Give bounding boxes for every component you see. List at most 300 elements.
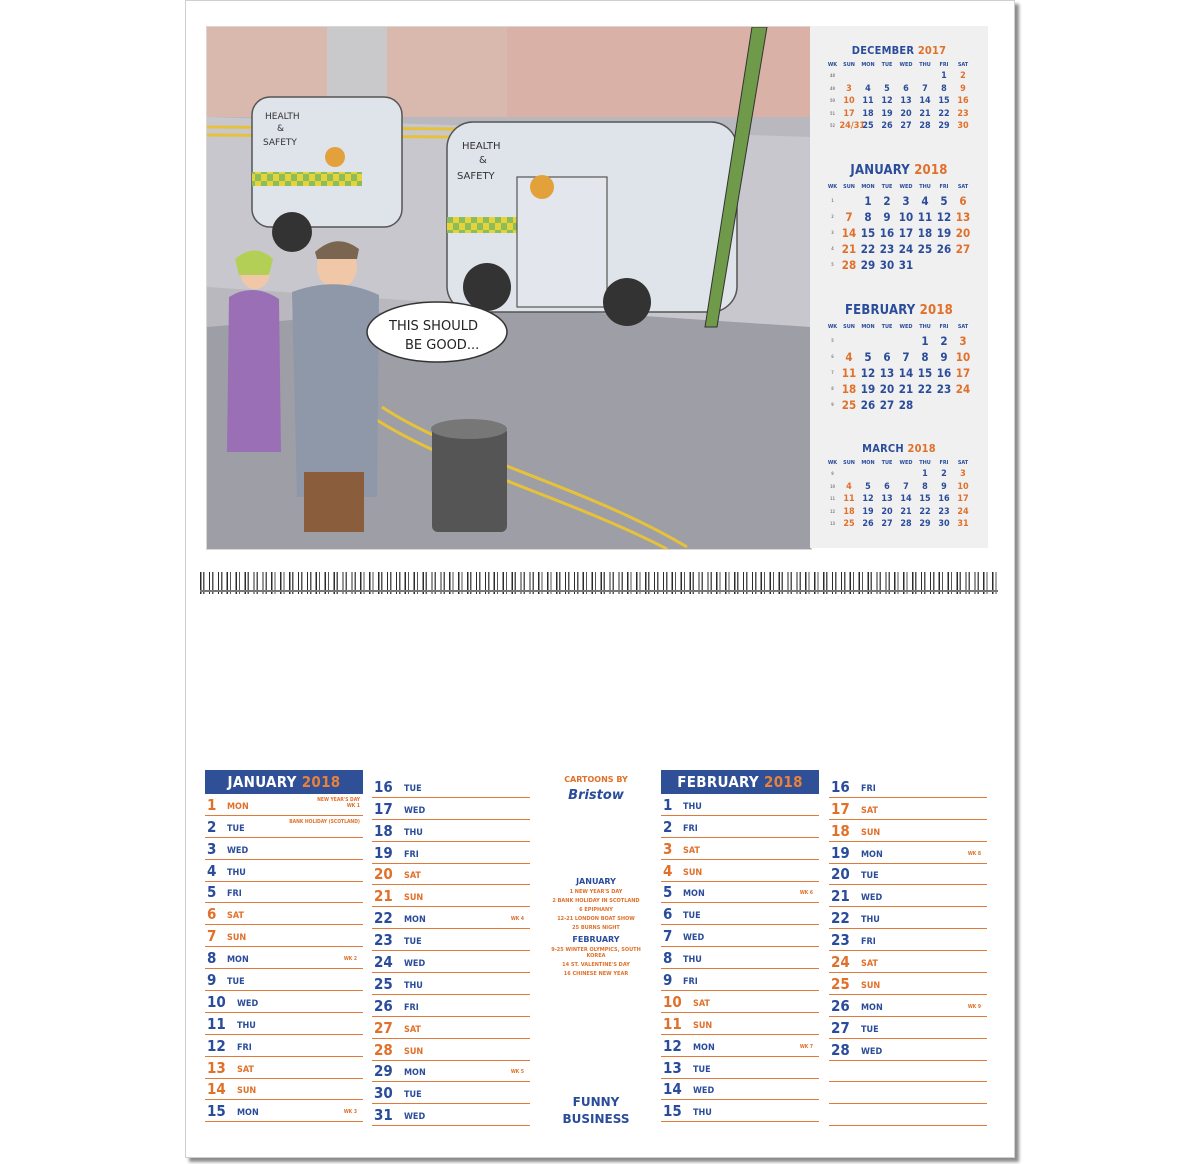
day-row (661, 816, 819, 838)
mini-calendar-day: 28 (919, 121, 931, 131)
day-row (661, 1035, 819, 1057)
mini-calendar-day: 22 (917, 382, 933, 396)
day-row (829, 885, 987, 907)
day-number: 19 (831, 843, 850, 862)
mini-calendar-day: 9 (883, 210, 891, 224)
day-row (829, 798, 987, 820)
day-row (829, 1017, 987, 1039)
week-number: WK 7 (799, 1043, 813, 1050)
mini-calendar-day: 25 (843, 519, 855, 529)
day-number: 6 (663, 905, 673, 924)
holiday-item: 25 BURNS NIGHT (572, 925, 620, 931)
day-number: 10 (207, 992, 226, 1011)
day-row (205, 969, 363, 991)
day-row (372, 1061, 530, 1083)
mini-calendar-weekday-header: THU (919, 460, 931, 466)
mini-calendar-day: 13 (879, 366, 895, 380)
day-row (661, 794, 819, 816)
day-row (661, 1079, 819, 1101)
mini-calendar-weekday-header: WED (899, 184, 913, 190)
mini-calendar-week-number: 13 (829, 521, 835, 526)
mini-calendar-weekday-header: SAT (957, 184, 969, 190)
mini-calendar-day: 31 (898, 258, 914, 272)
mini-calendar-month-name: DECEMBER (851, 44, 915, 57)
holiday-item: 2 BANK HOLIDAY IN SCOTLAND (552, 898, 640, 904)
day-number: 5 (207, 883, 217, 902)
day-name: THU (227, 867, 246, 878)
day-number: 2 (663, 817, 673, 836)
day-name: THU (861, 915, 880, 926)
holiday-list (548, 877, 644, 977)
mini-calendar-year: 2017 (917, 44, 947, 57)
mini-calendar-weekday-header: SAT (957, 62, 969, 68)
mini-calendar-day: 21 (900, 506, 912, 517)
mini-calendar-weekday-header: THU (919, 324, 931, 330)
mini-calendar-week-number: 11 (829, 496, 835, 501)
day-row (661, 947, 819, 969)
day-row (205, 1079, 363, 1101)
van-right-text-2: & (479, 155, 487, 166)
mini-calendar-day: 19 (860, 382, 876, 396)
mini-calendar-day: 5 (884, 83, 890, 94)
mini-calendar-day: 11 (843, 494, 855, 504)
mini-calendar-day: 14 (841, 226, 857, 240)
mini-calendar-day: 22 (919, 506, 931, 517)
day-name: SUN (404, 893, 424, 904)
mini-calendar-january (810, 163, 988, 273)
day-number: 4 (663, 861, 673, 880)
mini-calendar-day: 29 (919, 519, 931, 529)
mini-calendar-weekday-header: SUN (843, 324, 855, 330)
day-number: 18 (831, 821, 850, 840)
mini-calendar-day: 12 (862, 494, 874, 504)
day-name: SAT (237, 1064, 254, 1075)
day-number: 18 (374, 821, 393, 840)
spiral-bar (200, 590, 998, 592)
holiday-item: 9-25 WINTER OLYMPICS, SOUTH KOREA (551, 947, 641, 959)
van-right-text-1: HEALTH (462, 141, 501, 152)
mini-calendar-day (859, 70, 878, 83)
day-number: 3 (207, 839, 217, 858)
day-row (661, 860, 819, 882)
van-left-text-3: SAFETY (263, 138, 297, 148)
day-name: FRI (683, 823, 698, 834)
mini-calendar-weekday-header: WK (827, 460, 838, 466)
mini-calendar-day: 9 (960, 83, 966, 94)
day-row (205, 816, 363, 838)
day-name: MON (237, 1108, 259, 1119)
funny-word: FUNNY (572, 1095, 620, 1109)
mini-calendar-day: 16 (936, 366, 952, 380)
mini-calendar-day: 15 (917, 366, 933, 380)
day-name: SUN (683, 867, 703, 878)
mini-calendar-day: 6 (884, 481, 890, 492)
day-name: TUE (861, 1024, 879, 1035)
january-header-year: 2018 (301, 773, 341, 791)
mini-calendar-weekday-header: TUE (881, 184, 893, 190)
day-row (829, 907, 987, 929)
day-number: 7 (663, 927, 673, 946)
mini-calendar-day: 13 (881, 494, 893, 504)
mini-calendar-day: 9 (941, 481, 947, 492)
mini-calendar-day: 27 (955, 242, 971, 256)
mini-calendar-day: 5 (864, 350, 872, 364)
mini-calendar-day: 27 (881, 519, 893, 529)
day-name: FRI (861, 937, 876, 948)
day-row (205, 1035, 363, 1057)
speech-line-2: BE GOOD... (405, 338, 480, 353)
mini-calendar-day (935, 257, 954, 273)
day-name: MON (404, 915, 426, 926)
mini-calendar-day: 1 (922, 469, 928, 479)
day-name: THU (683, 955, 702, 966)
mini-calendar-weekday-header: MON (861, 460, 875, 466)
day-number: 6 (207, 905, 217, 924)
day-row (372, 929, 530, 951)
empty-row (829, 1082, 987, 1104)
day-row (372, 1104, 530, 1126)
day-number: 8 (663, 949, 673, 968)
mini-calendar-day: 7 (845, 210, 853, 224)
day-name: SUN (693, 1020, 713, 1031)
mini-calendar-day: 19 (881, 108, 893, 119)
january-column-2 (372, 770, 530, 1126)
mini-calendar-day: 19 (936, 226, 952, 240)
mini-calendar-weekday-header: THU (919, 184, 931, 190)
day-number: 20 (374, 865, 393, 884)
day-row (661, 969, 819, 991)
mini-calendar-day: 24/31 (839, 121, 865, 131)
mini-calendar-day: 2 (941, 469, 947, 479)
speech-line-1: THIS SHOULD (389, 319, 478, 334)
mini-calendar-day: 24 (955, 382, 971, 396)
day-name: MON (404, 1068, 426, 1079)
day-name: SAT (693, 998, 710, 1009)
mini-calendar-day: 3 (960, 469, 966, 479)
day-name: WED (404, 959, 426, 970)
mini-calendar-day: 9 (940, 350, 948, 364)
mini-calendar-grid (810, 60, 988, 133)
mini-calendar-day: 11 (917, 210, 933, 224)
mini-calendar-weekday-header: TUE (881, 460, 893, 466)
day-number: 29 (374, 1062, 393, 1081)
day-name: TUE (404, 1090, 422, 1101)
mini-calendar-month-name: FEBRUARY (844, 303, 916, 318)
mini-calendar-day: 14 (900, 494, 912, 504)
mini-calendar-day: 30 (938, 519, 950, 529)
mini-calendar-week-number: 48 (829, 73, 835, 78)
day-row (372, 907, 530, 929)
day-number: 25 (831, 974, 850, 993)
mini-calendar-weekday-header: FRI (939, 184, 949, 190)
day-number: 22 (374, 909, 393, 928)
center-info-column (548, 770, 644, 1126)
day-name: WED (861, 1046, 883, 1057)
van-right-text-3: SAFETY (457, 171, 495, 182)
mini-calendar-day: 20 (955, 226, 971, 240)
mini-calendar-week-number: 10 (829, 483, 835, 489)
mini-calendar-day: 2 (883, 194, 891, 208)
january-header (205, 770, 363, 794)
mini-calendar-day: 3 (846, 83, 852, 94)
mini-calendar-day: 8 (864, 210, 872, 224)
mini-calendar-weekday-header: WED (899, 324, 913, 330)
day-number: 15 (663, 1102, 682, 1121)
mini-calendar-weekday-header: WK (827, 62, 838, 68)
mini-calendar-day: 27 (900, 121, 912, 131)
day-row (205, 991, 363, 1013)
mini-calendar-day: 3 (902, 194, 910, 208)
week-number: WK 3 (343, 1109, 357, 1116)
mini-calendar-day: 6 (903, 83, 909, 94)
mini-calendar-day: 14 (898, 366, 914, 380)
mini-calendar-day: 10 (843, 96, 855, 106)
day-row (205, 794, 363, 816)
mini-calendar-day: 30 (957, 121, 969, 131)
mini-calendar-day: 24 (957, 506, 969, 517)
mini-calendar-week-number: 8 (831, 386, 834, 391)
mini-calendar-month-name: MARCH (862, 442, 904, 455)
mini-calendar-day: 10 (957, 481, 969, 492)
day-number: 28 (831, 1040, 850, 1059)
mini-calendar-day: 12 (860, 366, 876, 380)
mini-calendar-day: 22 (938, 108, 950, 119)
mini-calendar-day: 8 (922, 481, 928, 492)
day-number: 28 (374, 1040, 393, 1059)
mini-calendar-weekday-header: TUE (881, 324, 893, 330)
day-name: MON (693, 1042, 715, 1053)
mini-calendar-weekday-header: SAT (957, 460, 969, 466)
holiday-item: 1 NEW YEAR'S DAY (569, 889, 623, 895)
mini-calendar-day (859, 333, 878, 349)
mini-calendar-weekday-header: THU (919, 62, 931, 68)
mini-calendar-weekday-header: FRI (939, 324, 949, 330)
mini-calendar-day: 17 (955, 366, 971, 380)
day-row (661, 1057, 819, 1079)
mini-calendar-day: 23 (936, 382, 952, 396)
mini-calendar-day (897, 468, 916, 481)
day-name: SUN (861, 980, 881, 991)
day-name: MON (227, 955, 249, 966)
mini-calendar-december (810, 44, 988, 133)
mini-calendar-day: 18 (841, 382, 857, 396)
day-number: 16 (374, 777, 393, 796)
mini-calendar-day: 25 (841, 398, 857, 412)
day-name: FRI (683, 977, 698, 988)
day-row (372, 951, 530, 973)
day-number: 26 (374, 996, 393, 1015)
mini-calendar-day: 26 (881, 121, 893, 131)
day-name: MON (861, 849, 883, 860)
mini-calendar-day: 7 (922, 83, 928, 94)
van-left-text-1: HEALTH (265, 112, 300, 122)
mini-calendar-day (954, 257, 973, 273)
mini-calendar-day: 8 (921, 350, 929, 364)
february-header (661, 770, 819, 794)
mini-calendar-day: 29 (860, 258, 876, 272)
business-word: BUSINESS (562, 1112, 630, 1126)
mini-calendar-day: 23 (957, 108, 969, 119)
mini-calendar-day: 31 (957, 519, 969, 529)
day-name: MON (227, 801, 249, 812)
mini-calendar-weekday-header: SUN (843, 62, 855, 68)
day-row (205, 1057, 363, 1079)
day-name: TUE (227, 977, 245, 988)
day-row (661, 1013, 819, 1035)
day-row (829, 864, 987, 886)
mini-calendar-week-number: 1 (831, 198, 834, 203)
day-row (205, 903, 363, 925)
mini-calendar-day: 4 (846, 481, 852, 492)
week-number: WK 2 (343, 956, 357, 963)
mini-calendar-day: 15 (919, 494, 931, 504)
mini-calendar-weekday-header: WK (827, 324, 838, 330)
day-number: 30 (374, 1084, 393, 1103)
mini-calendar-day: 4 (921, 194, 929, 208)
mini-calendar-day: 17 (898, 226, 914, 240)
day-row (661, 991, 819, 1013)
day-row (205, 947, 363, 969)
mini-calendar-day: 18 (917, 226, 933, 240)
mini-calendar-day: 26 (936, 242, 952, 256)
mini-calendar-week-number: 3 (831, 230, 834, 235)
day-row (205, 838, 363, 860)
mini-calendar-weekday-header: MON (861, 184, 875, 190)
january-header-name: JANUARY (227, 773, 297, 791)
day-row (372, 973, 530, 995)
mini-calendar-day: 7 (903, 481, 909, 492)
day-note: BANK HOLIDAY (SCOTLAND) (289, 818, 360, 825)
day-name: SAT (227, 911, 244, 922)
mini-calendar-day: 13 (955, 210, 971, 224)
mini-calendar-day (840, 70, 859, 83)
day-name: WED (237, 998, 259, 1009)
day-number: 27 (374, 1018, 393, 1037)
holiday-month: FEBRUARY (572, 935, 620, 944)
mini-calendar-day: 1 (941, 71, 947, 81)
day-name: TUE (404, 783, 422, 794)
day-row (372, 995, 530, 1017)
mini-calendar-day: 2 (940, 334, 948, 348)
mini-calendar-day: 17 (843, 108, 855, 119)
mini-calendar-march (810, 442, 988, 531)
mini-calendar-week-number: 4 (831, 246, 834, 251)
day-name: TUE (227, 823, 245, 834)
mini-calendar-day: 5 (940, 194, 948, 208)
mini-calendar-day (840, 333, 859, 349)
van-left-text-2: & (277, 124, 285, 134)
day-number: 19 (374, 843, 393, 862)
day-number: 17 (831, 799, 850, 818)
mini-calendar-day: 19 (862, 506, 874, 517)
mini-calendar-week-number: 9 (831, 402, 834, 407)
day-number: 12 (663, 1036, 682, 1055)
day-name: FRI (404, 849, 419, 860)
mini-calendar-day (935, 397, 954, 413)
day-number: 23 (374, 931, 393, 950)
mini-calendar-weekday-header: WED (899, 62, 913, 68)
day-number: 10 (663, 992, 682, 1011)
day-row (829, 1039, 987, 1061)
mini-calendar-weekday-header: MON (861, 62, 875, 68)
day-name: TUE (693, 1064, 711, 1075)
mini-calendar-week-number: 9 (831, 471, 834, 476)
mini-calendar-day: 15 (938, 96, 950, 106)
mini-calendar-weekday-header: FRI (939, 460, 949, 466)
mini-calendar-title (810, 303, 988, 318)
mini-calendar-week-number: 7 (831, 370, 834, 375)
day-row (829, 951, 987, 973)
mini-calendar-day (897, 70, 916, 83)
mini-calendar-day: 10 (955, 350, 971, 364)
day-name: THU (404, 827, 423, 838)
empty-row (829, 1061, 987, 1083)
mini-calendar-year: 2018 (919, 303, 954, 318)
day-name: THU (404, 980, 423, 991)
day-number: 24 (374, 953, 393, 972)
mini-calendar-day: 17 (957, 494, 969, 504)
mini-calendar-day: 20 (881, 506, 893, 517)
mini-calendar-day: 23 (938, 506, 950, 517)
day-number: 31 (374, 1106, 393, 1125)
mini-calendar-day: 15 (860, 226, 876, 240)
day-number: 15 (207, 1102, 226, 1121)
mini-calendar-day: 4 (865, 83, 871, 94)
day-name: SAT (861, 805, 878, 816)
day-name: THU (693, 1108, 712, 1119)
mini-calendar-day (916, 397, 935, 413)
day-row (661, 882, 819, 904)
mini-calendar-day: 26 (862, 519, 874, 529)
mini-calendar-day: 18 (862, 108, 874, 119)
mini-calendar-title (810, 442, 988, 455)
day-number: 11 (663, 1014, 682, 1033)
day-number: 3 (663, 839, 673, 858)
day-row (372, 1017, 530, 1039)
day-row (372, 1039, 530, 1061)
day-row (829, 995, 987, 1017)
day-row (372, 776, 530, 798)
day-name: SUN (227, 933, 247, 944)
mini-calendar-grid (810, 458, 988, 531)
mini-calendar-day (859, 468, 878, 481)
day-name: WED (861, 893, 883, 904)
day-name: WED (404, 1112, 426, 1123)
mini-calendar-day: 7 (902, 350, 910, 364)
day-number: 5 (663, 883, 673, 902)
mini-calendar-day: 30 (879, 258, 895, 272)
mini-calendar-month-name: JANUARY (850, 163, 910, 178)
day-number: 2 (207, 817, 217, 836)
mini-calendar-day: 3 (959, 334, 967, 348)
mini-calendar-day: 16 (938, 494, 950, 504)
mini-calendar-day: 11 (862, 96, 874, 106)
funny-business-title (548, 1094, 644, 1128)
mini-calendar-day: 8 (941, 83, 947, 94)
mini-calendar-day: 6 (883, 350, 891, 364)
day-name: WED (683, 933, 705, 944)
mini-calendar-title (810, 163, 988, 178)
week-number: WK 8 (967, 850, 981, 857)
mini-calendar-day: 22 (860, 242, 876, 256)
mini-calendar-day: 1 (864, 194, 872, 208)
mini-calendar-day: 18 (843, 506, 855, 517)
holiday-item: 6 EPIPHANY (579, 907, 613, 913)
mini-calendar-week-number: 50 (829, 98, 835, 103)
day-row (661, 838, 819, 860)
mini-calendar-day: 25 (862, 121, 874, 131)
holiday-month: JANUARY (576, 877, 616, 886)
